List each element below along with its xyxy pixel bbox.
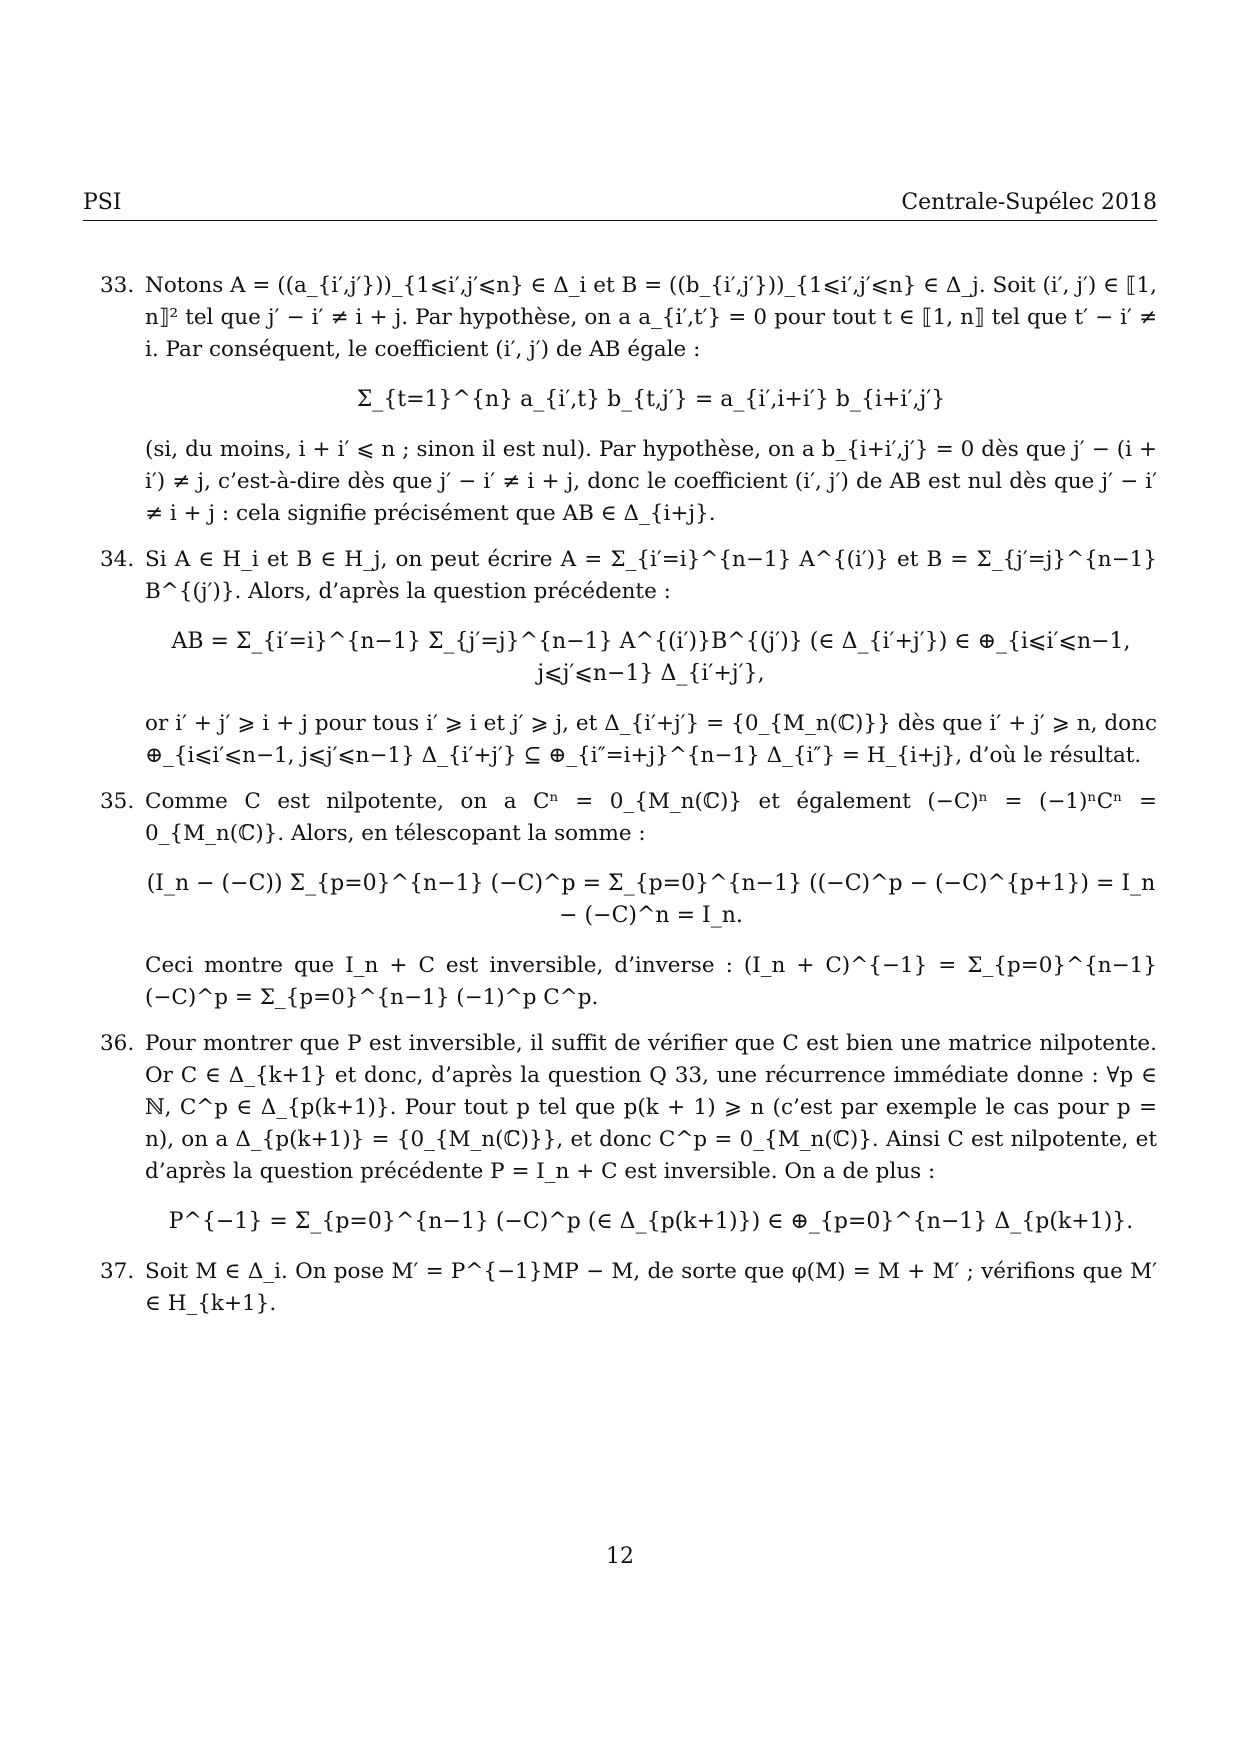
- item-number: 37.: [100, 1259, 135, 1284]
- item-number: 34.: [100, 547, 135, 572]
- document-body: [100, 270, 1157, 1334]
- paragraph: Ceci montre que I_n + C est inversible, d’inverse : (I_n + C)^{−1} = Σ_{p=0}^{n−1} (−C)^p = Σ_{p=0}^{n−1} (−1)^p C^p.: [145, 953, 1157, 1010]
- page-header: [83, 190, 1157, 216]
- equation: Σ_{t=1}^{n} a_{i′,t} b_{t,j′} = a_{i′,i+i′} b_{i+i′,j′}: [356, 387, 946, 412]
- item-34: [100, 544, 1157, 772]
- paragraph: Soit M ∈ Δ_i. On pose M′ = P^{−1}MP − M, de sorte que φ(M) = M + M′ ; vérifions que M′ ∈ H_{k+1}.: [145, 1259, 1157, 1316]
- header-rule: [83, 220, 1157, 221]
- header-left: PSI: [83, 190, 122, 215]
- equation: (I_n − (−C)) Σ_{p=0}^{n−1} (−C)^p = Σ_{p=0}^{n−1} ((−C)^p − (−C)^{p+1}) = I_n − (−C)^n = I_n.: [146, 871, 1156, 928]
- item-number: 33.: [100, 273, 135, 298]
- paragraph: (si, du moins, i + i′ ⩽ n ; sinon il est nul). Par hypothèse, on a b_{i+i′,j′} = 0 dès que j′ − (i + i′) ≠ j, c’est-à-dire dès que j′ − i′ ≠ i + j, donc le coefficient (i′, j′) de AB est nul dès que j′ − i′ ≠ i + j : cela signifie précisément que AB ∈ Δ_{i+j}.: [145, 437, 1157, 526]
- paragraph: Pour montrer que P est inversible, il suffit de vérifier que C est bien une matrice nilpotente. Or C ∈ Δ_{k+1} et donc, d’après la question Q 33, une récurrence immédiate donne : ∀p ∈ ℕ, C^p ∈ Δ_{p(k+1)}. Pour tout p tel que p(k + 1) ⩾ n (c’est par exemple le cas pour p = n), on a Δ_{p(k+1)} = {0_{M_n(ℂ)}}, et donc C^p = 0_{M_n(ℂ)}. Ainsi C est nilpotente, et d’après la question précédente P = I_n + C est inversible. On a de plus :: [145, 1031, 1157, 1184]
- equation: P^{−1} = Σ_{p=0}^{n−1} (−C)^p (∈ Δ_{p(k+1)}) ∈ ⊕_{p=0}^{n−1} Δ_{p(k+1)}.: [168, 1209, 1134, 1234]
- paragraph: Notons A = ((a_{i′,j′}))_{1⩽i′,j′⩽n} ∈ Δ_i et B = ((b_{i′,j′}))_{1⩽i′,j′⩽n} ∈ Δ_j. Soit (i′, j′) ∈ ⟦1, n⟧² tel que j′ − i′ ≠ i + j. Par hypothèse, on a a_{i′,t′} = 0 pour tout t ∈ ⟦1, n⟧ tel que t′ − i′ ≠ i. Par conséquent, le coefficient (i′, j′) de AB égale :: [145, 273, 1158, 362]
- paragraph: Comme C est nilpotente, on a Cⁿ = 0_{M_n(ℂ)} et également (−C)ⁿ = (−1)ⁿCⁿ = 0_{M_n(ℂ)}. Alors, en télescopant la somme :: [145, 789, 1157, 846]
- header-right: Centrale-Supélec 2018: [901, 190, 1157, 215]
- paragraph: or i′ + j′ ⩾ i + j pour tous i′ ⩾ i et j′ ⩾ j, et Δ_{i′+j′} = {0_{M_n(ℂ)}} dès que i′ + j′ ⩾ n, donc ⊕_{i⩽i′⩽n−1, j⩽j′⩽n−1} Δ_{i′+j′} ⊆ ⊕_{i″=i+j}^{n−1} Δ_{i″} = H_{i+j}, d’où le résultat.: [145, 711, 1157, 768]
- item-36: [100, 1028, 1157, 1238]
- page-number: 12: [606, 1544, 634, 1569]
- equation: AB = Σ_{i′=i}^{n−1} Σ_{j′=j}^{n−1} A^{(i′)}B^{(j′)} (∈ Δ_{i′+j′}) ∈ ⊕_{i⩽i′⩽n−1, j⩽j′⩽n−1} Δ_{i′+j′},: [171, 629, 1131, 686]
- item-number: 35.: [100, 789, 135, 814]
- item-number: 36.: [100, 1031, 135, 1056]
- item-35: [100, 786, 1157, 1014]
- paragraph: Si A ∈ H_i et B ∈ H_j, on peut écrire A = Σ_{i′=i}^{n−1} A^{(i′)} et B = Σ_{j′=j}^{n−1} B^{(j′)}. Alors, d’après la question précédente :: [145, 547, 1157, 604]
- item-33: [100, 270, 1157, 530]
- item-37: [100, 1256, 1157, 1320]
